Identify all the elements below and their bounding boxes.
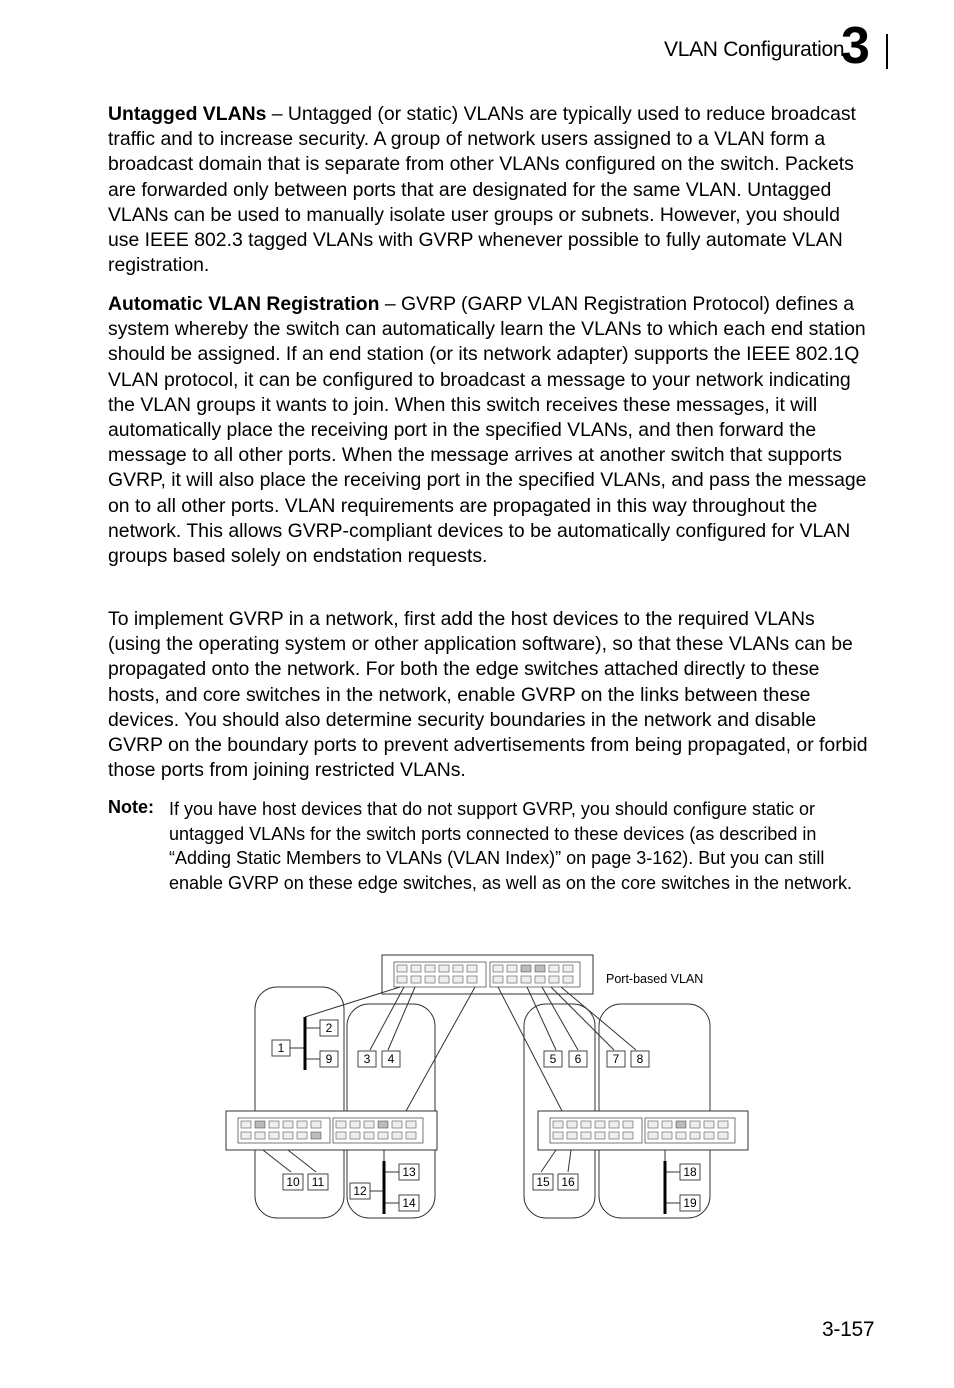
page-number: 3-157 xyxy=(822,1318,875,1341)
diagram-label: Port-based VLAN xyxy=(606,972,704,986)
host-label-15: 15 xyxy=(536,1175,550,1189)
host-label-16: 16 xyxy=(561,1175,575,1189)
host-label-2: 2 xyxy=(325,1021,333,1035)
host-label-19: 19 xyxy=(683,1196,697,1210)
term-automatic-vlan-registration: Automatic VLAN Registration xyxy=(108,293,380,315)
host-label-13: 13 xyxy=(402,1165,416,1179)
host-label-7: 7 xyxy=(612,1052,620,1066)
text-untagged-vlans: – Untagged (or static) VLANs are typically used to reduce broadcast traffic and to increase security. A group of network users assigned to a VLAN form a broadcast domain that is separate from other VLANs configured on the switch. Packets are forwarded only between ports that are designated for the same VLAN. Untagged VLANs can be used to manually isolate user groups or subnets. However, you should use IEEE 802.3 tagged VLANs with GVRP whenever possible to fully automate VLAN registration. xyxy=(108,103,856,277)
host-label-10: 10 xyxy=(286,1175,300,1189)
host-label-11: 11 xyxy=(311,1175,325,1189)
host-label-6: 6 xyxy=(574,1052,582,1066)
switch-core xyxy=(382,955,593,994)
chapter-number: 3 xyxy=(841,17,870,75)
header-title: VLAN Configuration xyxy=(664,38,845,61)
note-body: If you have host devices that do not support GVRP, you should configure static or untagged VLANs for the switch ports connected to these devices (as described in “Adding Static Members to VLANs (VLAN Index)” on page 3-162). But you can still enable GVRP on these edge switches, as well as on the core switches in the network. xyxy=(169,799,853,893)
host-label-12: 12 xyxy=(353,1184,367,1198)
host-label-9: 9 xyxy=(325,1052,333,1066)
host-label-4: 4 xyxy=(387,1052,395,1066)
host-label-18: 18 xyxy=(683,1165,697,1179)
term-untagged-vlans: Untagged VLANs xyxy=(108,103,267,125)
note-label: Note: xyxy=(108,797,154,817)
host-label-3: 3 xyxy=(363,1052,371,1066)
host-label-1: 1 xyxy=(277,1041,285,1055)
paragraph-implement-gvrp: To implement GVRP in a network, first add the host devices to the required VLANs (using the operating system or other application software), so that these VLANs can be propagated onto the network. For both the edge switches attached directly to these hosts, and core switches in the network, enable GVRP on the links between these devices. You should also determine security boundaries in the network and disable GVRP on the boundary ports to prevent advertisements from being propagated, or forbid those ports from joining restricted VLANs. xyxy=(108,608,868,782)
host-label-14: 14 xyxy=(402,1196,416,1210)
switch-right-edge xyxy=(538,1111,748,1150)
host-label-8: 8 xyxy=(636,1052,644,1066)
switch-left-edge xyxy=(226,1111,437,1150)
text-automatic-vlan-registration: – GVRP (GARP VLAN Registration Protocol) defines a system whereby the switch can automatically learn the VLANs to which each end station should be assigned. If an end station (or its network adapter) supports the IEEE 802.1Q VLAN protocol, it can be configured to broadcast a message to your network indicating the VLAN groups it wants to join. When this switch receives these messages, it will automatically place the receiving port in the specified VLANs, and then forward the message to all other ports. When the message arrives at another switch that supports GVRP, it will also place the receiving port in the specified VLANs, and pass the message on to all other ports. VLAN requirements are propagated in this way throughout the network. This allows GVRP-compliant devices to be automatically configured for VLAN groups based solely on endstation requests. xyxy=(108,293,867,568)
host-label-5: 5 xyxy=(549,1052,557,1066)
